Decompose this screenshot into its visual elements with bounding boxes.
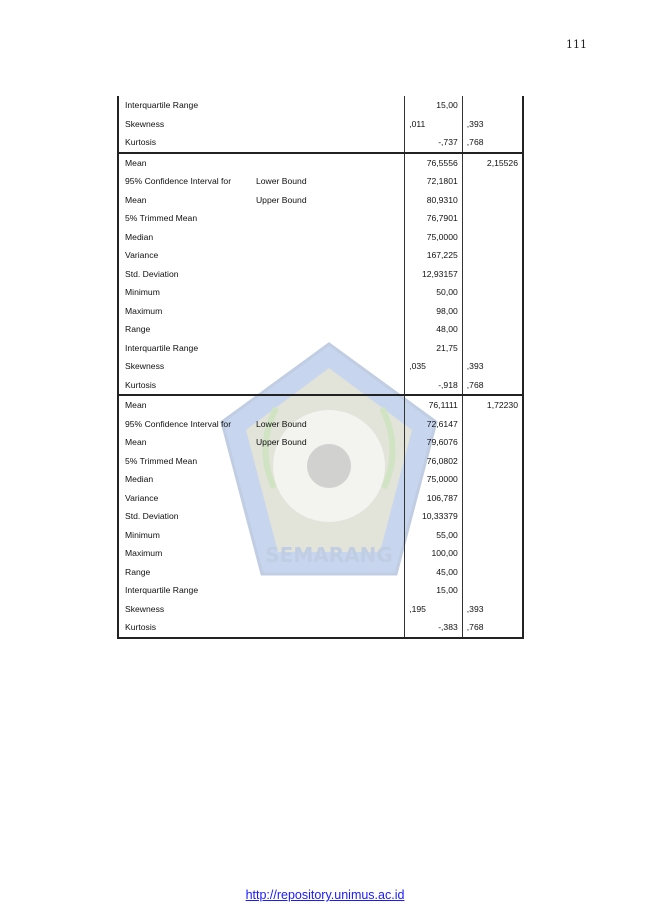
table-row xyxy=(118,489,523,508)
table-row xyxy=(118,302,523,321)
table-row xyxy=(118,265,523,284)
row-sublabel xyxy=(252,395,405,415)
watermark-label: SEMARANG xyxy=(265,543,393,567)
repository-link[interactable]: http://repository.unimus.ac.id xyxy=(245,888,405,902)
row-label: Skewness xyxy=(118,115,252,134)
statistic-value: 76,7901 xyxy=(405,209,463,228)
table-row xyxy=(118,320,523,339)
std-error-value xyxy=(462,433,523,452)
table-row xyxy=(118,544,523,563)
row-sublabel: Lower Bound xyxy=(255,176,307,187)
row-sublabel xyxy=(252,452,405,471)
row-sublabel xyxy=(252,526,405,545)
row-label: Range xyxy=(118,320,252,339)
table-row xyxy=(118,433,523,452)
table-row xyxy=(118,209,523,228)
row-sublabel xyxy=(252,133,405,153)
statistic-value: 76,0802 xyxy=(405,452,463,471)
statistic-value: 75,0000 xyxy=(405,470,463,489)
row-sublabel: Lower Bound xyxy=(255,418,307,429)
statistic-value: 15,00 xyxy=(405,581,463,600)
table-row xyxy=(118,246,523,265)
row-label: Minimum xyxy=(118,526,252,545)
table-row xyxy=(118,191,523,210)
statistic-value: ,011 xyxy=(405,115,463,134)
table-row xyxy=(118,283,523,302)
row-sublabel xyxy=(252,115,405,134)
row-sublabel xyxy=(252,339,405,358)
table-row xyxy=(118,470,523,489)
row-sublabel xyxy=(252,302,405,321)
table-row xyxy=(118,357,523,376)
std-error-value xyxy=(462,339,523,358)
statistic-value: -,383 xyxy=(405,618,463,638)
statistic-value: 106,787 xyxy=(405,489,463,508)
table-row xyxy=(118,581,523,600)
table-row xyxy=(118,228,523,247)
table-row xyxy=(118,376,523,396)
row-label: Interquartile Range xyxy=(118,339,252,358)
row-sublabel xyxy=(252,544,405,563)
row-label: 5% Trimmed Mean xyxy=(118,209,252,228)
row-sublabel xyxy=(252,563,405,582)
statistic-value: 10,33379 xyxy=(405,507,463,526)
std-error-value xyxy=(462,320,523,339)
row-label: Interquartile Range xyxy=(118,581,252,600)
statistic-value: 72,1801 xyxy=(405,172,463,191)
statistic-value: 55,00 xyxy=(405,526,463,545)
std-error-value: ,768 xyxy=(462,133,523,153)
page-number: 111 xyxy=(566,38,587,51)
table-row xyxy=(118,133,523,153)
table-row xyxy=(118,96,523,115)
row-sublabel xyxy=(252,581,405,600)
std-error-value xyxy=(462,489,523,508)
row-sublabel xyxy=(252,153,405,173)
row-label: Mean xyxy=(118,433,252,452)
table-row xyxy=(118,415,523,434)
statistic-value: 98,00 xyxy=(405,302,463,321)
statistic-value: 80,9310 xyxy=(405,191,463,210)
std-error-value xyxy=(462,302,523,321)
row-label: Mean xyxy=(118,395,252,415)
row-sublabel xyxy=(252,489,405,508)
row-label: Maximum xyxy=(118,302,252,321)
row-sublabel xyxy=(252,283,405,302)
table-row xyxy=(118,600,523,619)
statistic-value: 12,93157 xyxy=(405,265,463,284)
std-error-value: ,393 xyxy=(462,600,523,619)
statistic-value: 167,225 xyxy=(405,246,463,265)
table-row xyxy=(118,153,523,173)
statistic-value: 76,1111 xyxy=(405,395,463,415)
statistic-value: 79,6076 xyxy=(405,433,463,452)
statistic-value: 76,5556 xyxy=(405,153,463,173)
row-label: Std. Deviation xyxy=(118,265,252,284)
std-error-value xyxy=(462,265,523,284)
std-error-value: ,393 xyxy=(462,357,523,376)
statistic-value: 75,0000 xyxy=(405,228,463,247)
table-row xyxy=(118,452,523,471)
row-sublabel xyxy=(252,246,405,265)
statistic-value: 45,00 xyxy=(405,563,463,582)
row-sublabel: Upper Bound xyxy=(255,437,307,448)
row-label: Variance xyxy=(118,246,252,265)
statistic-value: ,195 xyxy=(405,600,463,619)
row-label: Mean xyxy=(118,153,252,173)
statistic-value: 15,00 xyxy=(405,96,463,115)
descriptives-table-body xyxy=(118,96,523,638)
row-label: Range xyxy=(118,563,252,582)
statistic-value: 48,00 xyxy=(405,320,463,339)
row-label: Kurtosis xyxy=(118,133,252,153)
row-sublabel: Upper Bound xyxy=(255,194,307,205)
statistic-value: 72,6147 xyxy=(405,415,463,434)
row-sublabel xyxy=(252,376,405,396)
row-label: Variance xyxy=(118,489,252,508)
std-error-value xyxy=(462,526,523,545)
row-label: Mean xyxy=(118,191,252,210)
row-label: 95% Confidence Interval for xyxy=(118,415,252,434)
std-error-value xyxy=(462,470,523,489)
row-label: Kurtosis xyxy=(118,376,252,396)
std-error-value xyxy=(462,544,523,563)
table-row xyxy=(118,507,523,526)
row-sublabel xyxy=(252,96,405,115)
row-sublabel xyxy=(252,507,405,526)
row-sublabel xyxy=(252,209,405,228)
std-error-value: ,768 xyxy=(462,376,523,396)
statistic-value: 50,00 xyxy=(405,283,463,302)
std-error-value xyxy=(462,581,523,600)
table-row xyxy=(118,526,523,545)
statistic-value: -,737 xyxy=(405,133,463,153)
table-row xyxy=(118,115,523,134)
row-label: Median xyxy=(118,228,252,247)
std-error-value xyxy=(462,283,523,302)
table-row xyxy=(118,339,523,358)
std-error-value xyxy=(462,96,523,115)
std-error-value: ,768 xyxy=(462,618,523,638)
std-error-value xyxy=(462,172,523,191)
descriptives-table xyxy=(117,96,524,639)
row-sublabel xyxy=(252,320,405,339)
row-sublabel xyxy=(252,470,405,489)
std-error-value xyxy=(462,563,523,582)
std-error-value xyxy=(462,452,523,471)
statistic-value: -,918 xyxy=(405,376,463,396)
row-label: Skewness xyxy=(118,600,252,619)
row-label: Maximum xyxy=(118,544,252,563)
row-label: Skewness xyxy=(118,357,252,376)
row-label: Std. Deviation xyxy=(118,507,252,526)
std-error-value xyxy=(462,246,523,265)
row-sublabel xyxy=(252,228,405,247)
table-row xyxy=(118,395,523,415)
std-error-value xyxy=(462,415,523,434)
row-sublabel xyxy=(252,618,405,638)
table-row xyxy=(118,618,523,638)
table-row xyxy=(118,172,523,191)
std-error-value xyxy=(462,209,523,228)
row-label: 5% Trimmed Mean xyxy=(118,452,252,471)
statistic-value: 21,75 xyxy=(405,339,463,358)
row-label: Kurtosis xyxy=(118,618,252,638)
std-error-value: 2,15526 xyxy=(462,153,523,173)
std-error-value xyxy=(462,191,523,210)
row-label: 95% Confidence Interval for xyxy=(118,172,252,191)
row-label: Median xyxy=(118,470,252,489)
table-row xyxy=(118,563,523,582)
std-error-value xyxy=(462,228,523,247)
statistic-value: 100,00 xyxy=(405,544,463,563)
row-label: Minimum xyxy=(118,283,252,302)
row-label: Interquartile Range xyxy=(118,96,252,115)
row-sublabel xyxy=(252,265,405,284)
statistic-value: ,035 xyxy=(405,357,463,376)
std-error-value xyxy=(462,507,523,526)
descriptives-table-wrapper xyxy=(117,96,524,639)
row-sublabel xyxy=(252,600,405,619)
std-error-value: ,393 xyxy=(462,115,523,134)
std-error-value: 1,72230 xyxy=(462,395,523,415)
row-sublabel xyxy=(252,357,405,376)
